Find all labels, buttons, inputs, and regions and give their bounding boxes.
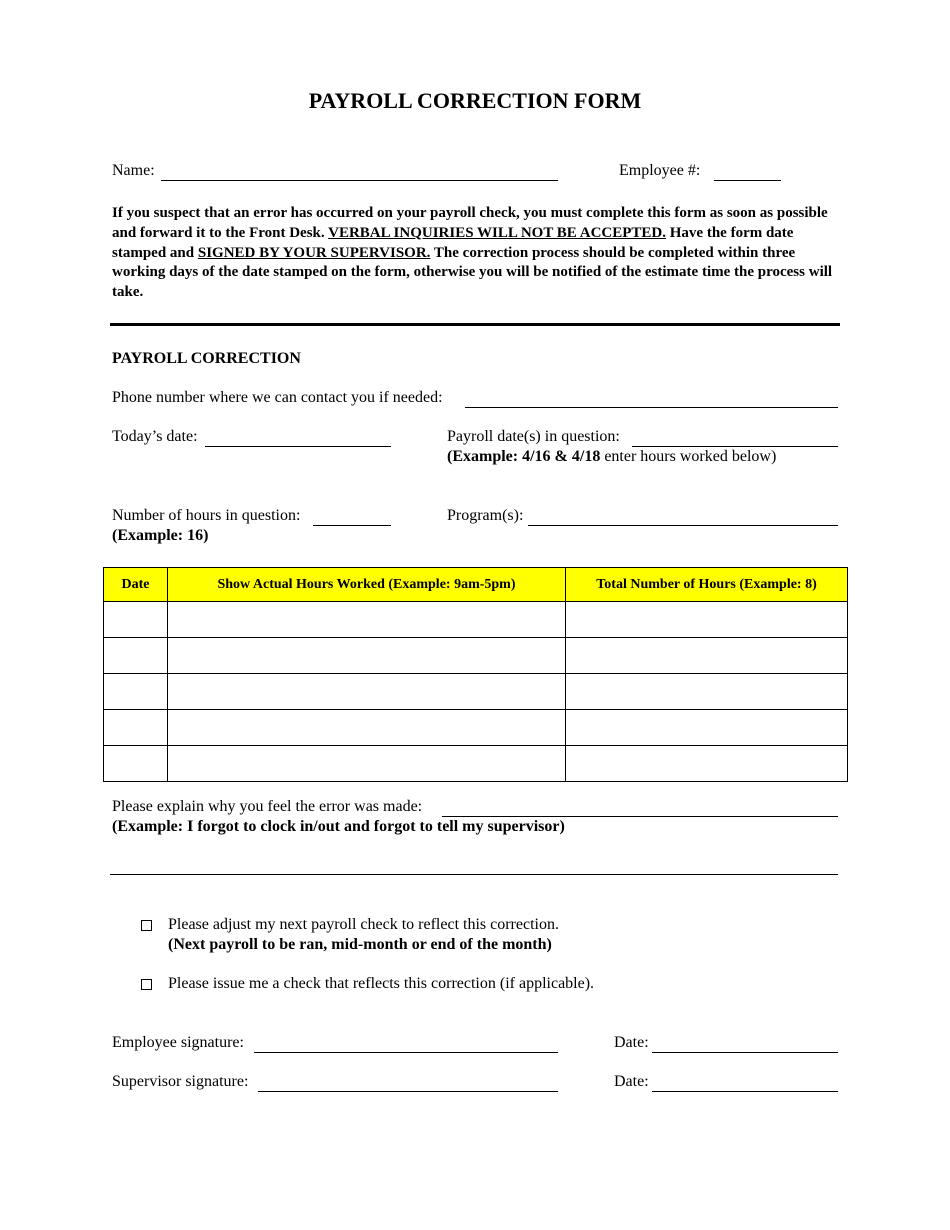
table-row	[104, 638, 848, 674]
total-hours-cell[interactable]	[566, 674, 848, 710]
hours-field[interactable]	[313, 507, 391, 526]
table-row	[104, 746, 848, 782]
date-cell[interactable]	[104, 674, 168, 710]
name-label: Name:	[112, 162, 155, 179]
section-title: PAYROLL CORRECTION	[112, 350, 301, 367]
actual-hours-cell[interactable]	[168, 602, 566, 638]
supervisor-date-label: Date:	[614, 1073, 649, 1090]
total-hours-cell[interactable]	[566, 710, 848, 746]
adjust-paycheck-note: (Next payroll to be ran, mid-month or end of the month)	[168, 936, 552, 953]
actual-hours-cell[interactable]	[168, 710, 566, 746]
adjust-paycheck-label: Please adjust my next payroll check to reflect this correction.	[168, 916, 559, 933]
payroll-dates-example-rest: enter hours worked below)	[600, 448, 777, 465]
instructions-text-1: If you suspect that an error has occurred on your payroll check, you must complete this form as soon as possible and forward it to the Front Desk.	[112, 205, 828, 241]
phone-label: Phone number where we can contact you if needed:	[112, 389, 443, 406]
actual-hours-cell[interactable]	[168, 674, 566, 710]
issue-check-checkbox[interactable]	[141, 979, 152, 990]
hours-example: (Example: 16)	[112, 527, 209, 544]
actual-hours-cell[interactable]	[168, 746, 566, 782]
section-divider	[110, 323, 840, 326]
date-column-header: Date	[104, 568, 168, 602]
table-row	[104, 602, 848, 638]
supervisor-date-field[interactable]	[652, 1073, 838, 1092]
date-cell[interactable]	[104, 602, 168, 638]
total-hours-column-header: Total Number of Hours (Example: 8)	[566, 568, 848, 602]
table-row	[104, 710, 848, 746]
employee-signature-label: Employee signature:	[112, 1034, 244, 1051]
payroll-dates-label: Payroll date(s) in question:	[447, 428, 620, 445]
instructions-text-2: Have the form date stamped and	[112, 224, 794, 261]
employee-date-label: Date:	[614, 1034, 649, 1051]
employee-number-field[interactable]	[714, 162, 781, 181]
todays-date-label: Today’s date:	[112, 428, 198, 445]
total-hours-cell[interactable]	[566, 602, 848, 638]
form-title: PAYROLL CORRECTION FORM	[308, 88, 642, 113]
explain-field-continued[interactable]	[110, 856, 838, 875]
payroll-dates-example	[447, 448, 776, 466]
supervisor-signature-warning: SIGNED BY YOUR SUPERVISOR.	[197, 244, 431, 261]
employee-date-field[interactable]	[652, 1034, 838, 1053]
todays-date-field[interactable]	[205, 428, 391, 447]
explain-field[interactable]	[442, 798, 838, 817]
supervisor-signature-field[interactable]	[258, 1073, 558, 1092]
employee-number-label: Employee #:	[619, 162, 701, 179]
adjust-paycheck-checkbox[interactable]	[141, 920, 152, 931]
actual-hours-column-header: Show Actual Hours Worked (Example: 9am-5pm)	[168, 568, 566, 602]
table-row	[104, 674, 848, 710]
instructions-text-3: The correction process should be completed within three working days of the date stamped on the form, otherwise you will be notified of the estimate time the process will take.	[112, 244, 833, 301]
hours-table	[103, 567, 848, 782]
date-cell[interactable]	[104, 746, 168, 782]
payroll-dates-example-bold: (Example: 4/16 & 4/18	[447, 448, 601, 465]
hours-label: Number of hours in question:	[112, 507, 301, 524]
total-hours-cell[interactable]	[566, 638, 848, 674]
date-cell[interactable]	[104, 710, 168, 746]
phone-field[interactable]	[465, 389, 838, 408]
total-hours-cell[interactable]	[566, 746, 848, 782]
explain-label: Please explain why you feel the error was made:	[112, 798, 423, 815]
payroll-dates-field[interactable]	[632, 428, 838, 447]
explain-example: (Example: I forgot to clock in/out and forgot to tell my supervisor)	[112, 818, 565, 835]
verbal-inquiries-warning: VERBAL INQUIRIES WILL NOT BE ACCEPTED.	[328, 224, 666, 241]
programs-label: Program(s):	[447, 507, 524, 524]
instructions-paragraph	[112, 204, 842, 303]
date-cell[interactable]	[104, 638, 168, 674]
table-header-row	[104, 568, 848, 602]
supervisor-signature-label: Supervisor signature:	[112, 1073, 249, 1090]
employee-signature-field[interactable]	[254, 1034, 558, 1053]
name-field[interactable]	[161, 162, 558, 181]
actual-hours-cell[interactable]	[168, 638, 566, 674]
programs-field[interactable]	[528, 507, 838, 526]
issue-check-label: Please issue me a check that reflects this correction (if applicable).	[168, 975, 595, 992]
